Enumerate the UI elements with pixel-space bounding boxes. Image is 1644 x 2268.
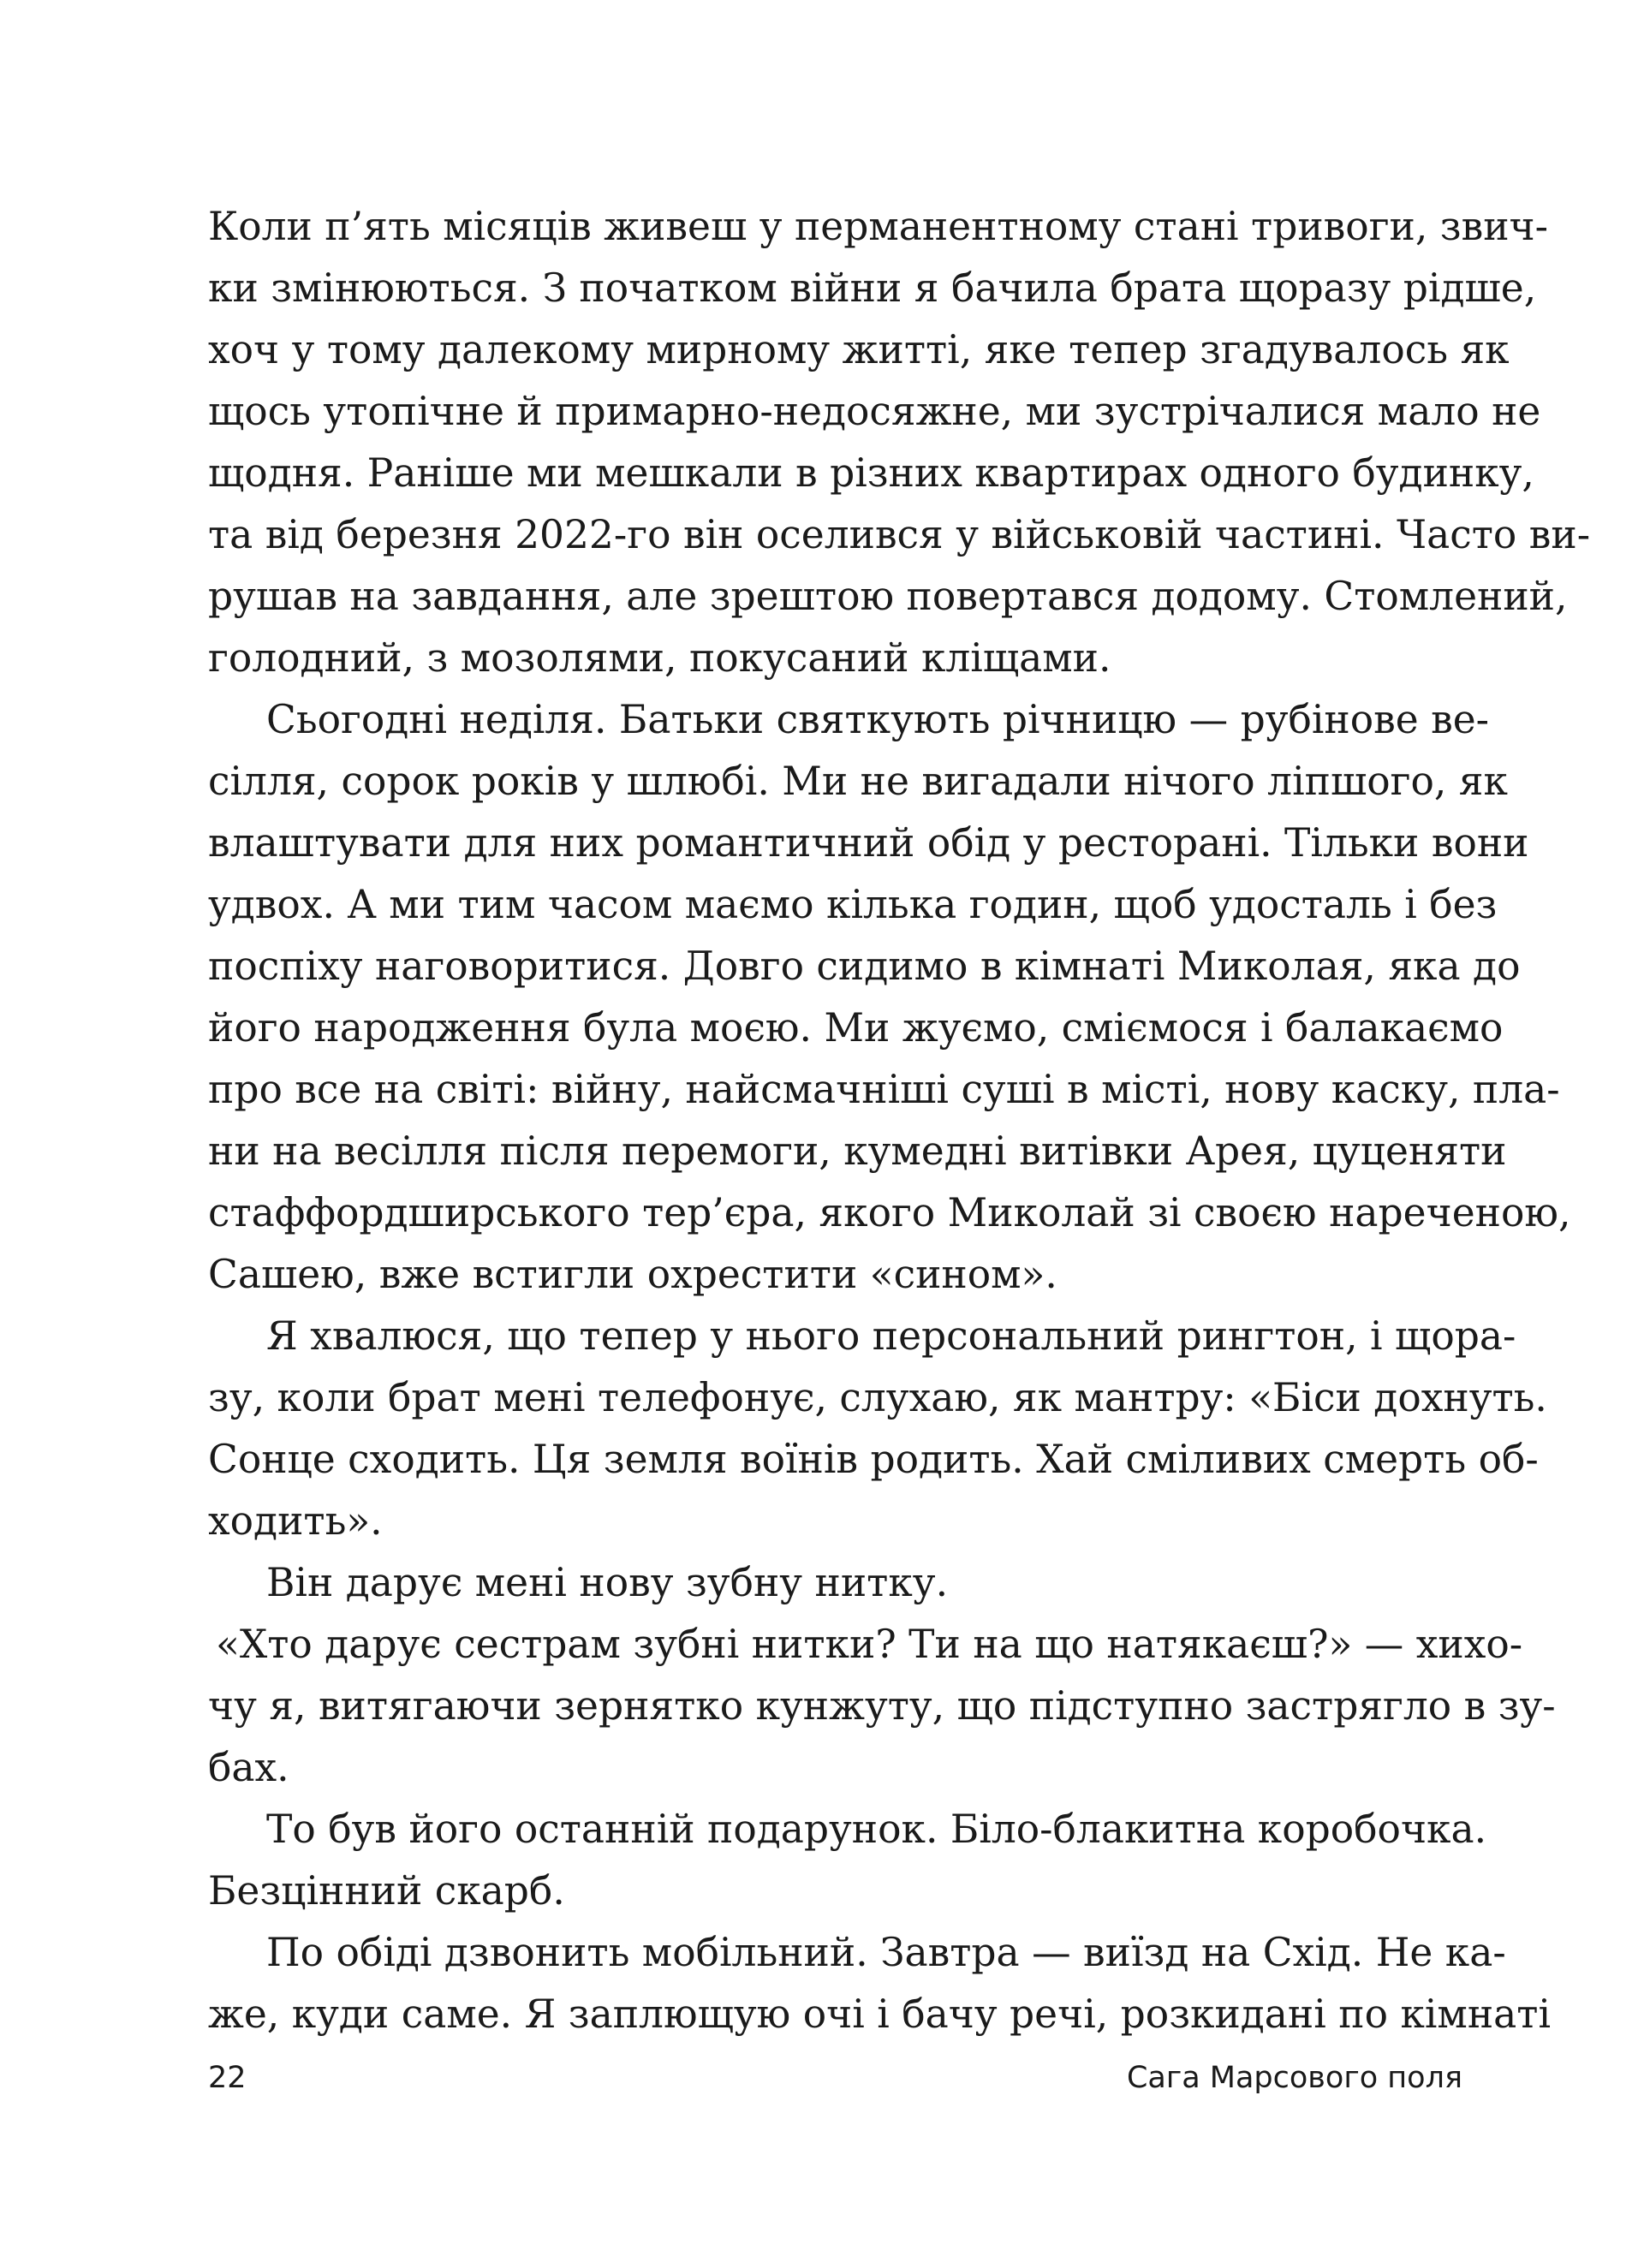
running-title: Сага Марсового поля [1126,2061,1462,2095]
text-line: голодний, з мозолями, покусаний кліщами. [208,635,1111,681]
text-line: По обіді дзвонить мобільний. Завтра — виїзд на Схід. Не ка- [266,1930,1506,1975]
text-line: Сьогодні неділя. Батьки святкують річницю — рубінове ве- [266,697,1490,742]
text-line: щось утопічне й примарно-недосяжне, ми зустрічалися мало не [208,389,1541,434]
text-line: Він дарує мені нову зубну нитку. [266,1560,949,1605]
text-line: Сашею, вже встигли охрестити «сином». [208,1252,1057,1297]
text-line: ки змінюються. З початком війни я бачила брата щоразу рідше, [208,265,1537,311]
text-line: Я хвалюся, що тепер у нього персональний рингтон, і щора- [266,1313,1516,1359]
text-line: «Хто дарує сестрам зубні нитки? Ти на що натякаєш?» — хихо- [216,1622,1523,1667]
page-number: 22 [208,2061,247,2095]
text-line: сілля, сорок років у шлюбі. Ми не вигадали нічого ліпшого, як [208,759,1508,804]
text-line: рушав на завдання, але зрештою повертався додому. Стомлений, [208,574,1568,619]
text-line: про все на світі: війну, найсмачніші суші в місті, нову каску, пла- [208,1067,1560,1112]
text-line: удвох. А ми тим часом маємо кілька годин, щоб удосталь і без [208,882,1498,927]
text-line: же, куди саме. Я заплющую очі і бачу речі, розкидані по кімнаті [208,1991,1551,2037]
text-line: стаффордширського тер’єра, якого Миколай зі своєю нареченою, [208,1190,1571,1235]
text-line: То був його останній подарунок. Біло-блакитна коробочка. [266,1807,1487,1852]
text-line: та від березня 2022-го він оселився у військовій частині. Часто ви- [208,512,1591,557]
text-line: чу я, витягаючи зернятко кунжуту, що підступно застрягло в зу- [208,1683,1556,1729]
text-line: щодня. Раніше ми мешкали в різних квартирах одного будинку, [208,450,1534,496]
text-line: його народження була моєю. Ми жуємо, сміємося і балакаємо [208,1005,1504,1051]
text-line: хоч у тому далекому мирному житті, яке тепер згадувалось як [208,327,1510,372]
text-line: влаштувати для них романтичний обід у ресторані. Тільки вони [208,820,1529,866]
text-line: Безцінний скарб. [208,1868,565,1914]
text-line: Сонце сходить. Ця земля воїнів родить. Хай сміливих смерть об- [208,1437,1539,1482]
text-line: зу, коли брат мені телефонує, слухаю, як мантру: «Біси дохнуть. [208,1375,1547,1420]
text-line: Коли п’ять місяців живеш у перманентному стані тривоги, звич- [208,204,1548,249]
text-line: ходить». [208,1498,383,1544]
text-line: поспіху наговоритися. Довго сидимо в кімнаті Миколая, яка до [208,944,1521,989]
text-line: бах. [208,1745,289,1790]
text-line: ни на весілля після перемоги, кумедні витівки Арея, цуценяти [208,1128,1507,1174]
